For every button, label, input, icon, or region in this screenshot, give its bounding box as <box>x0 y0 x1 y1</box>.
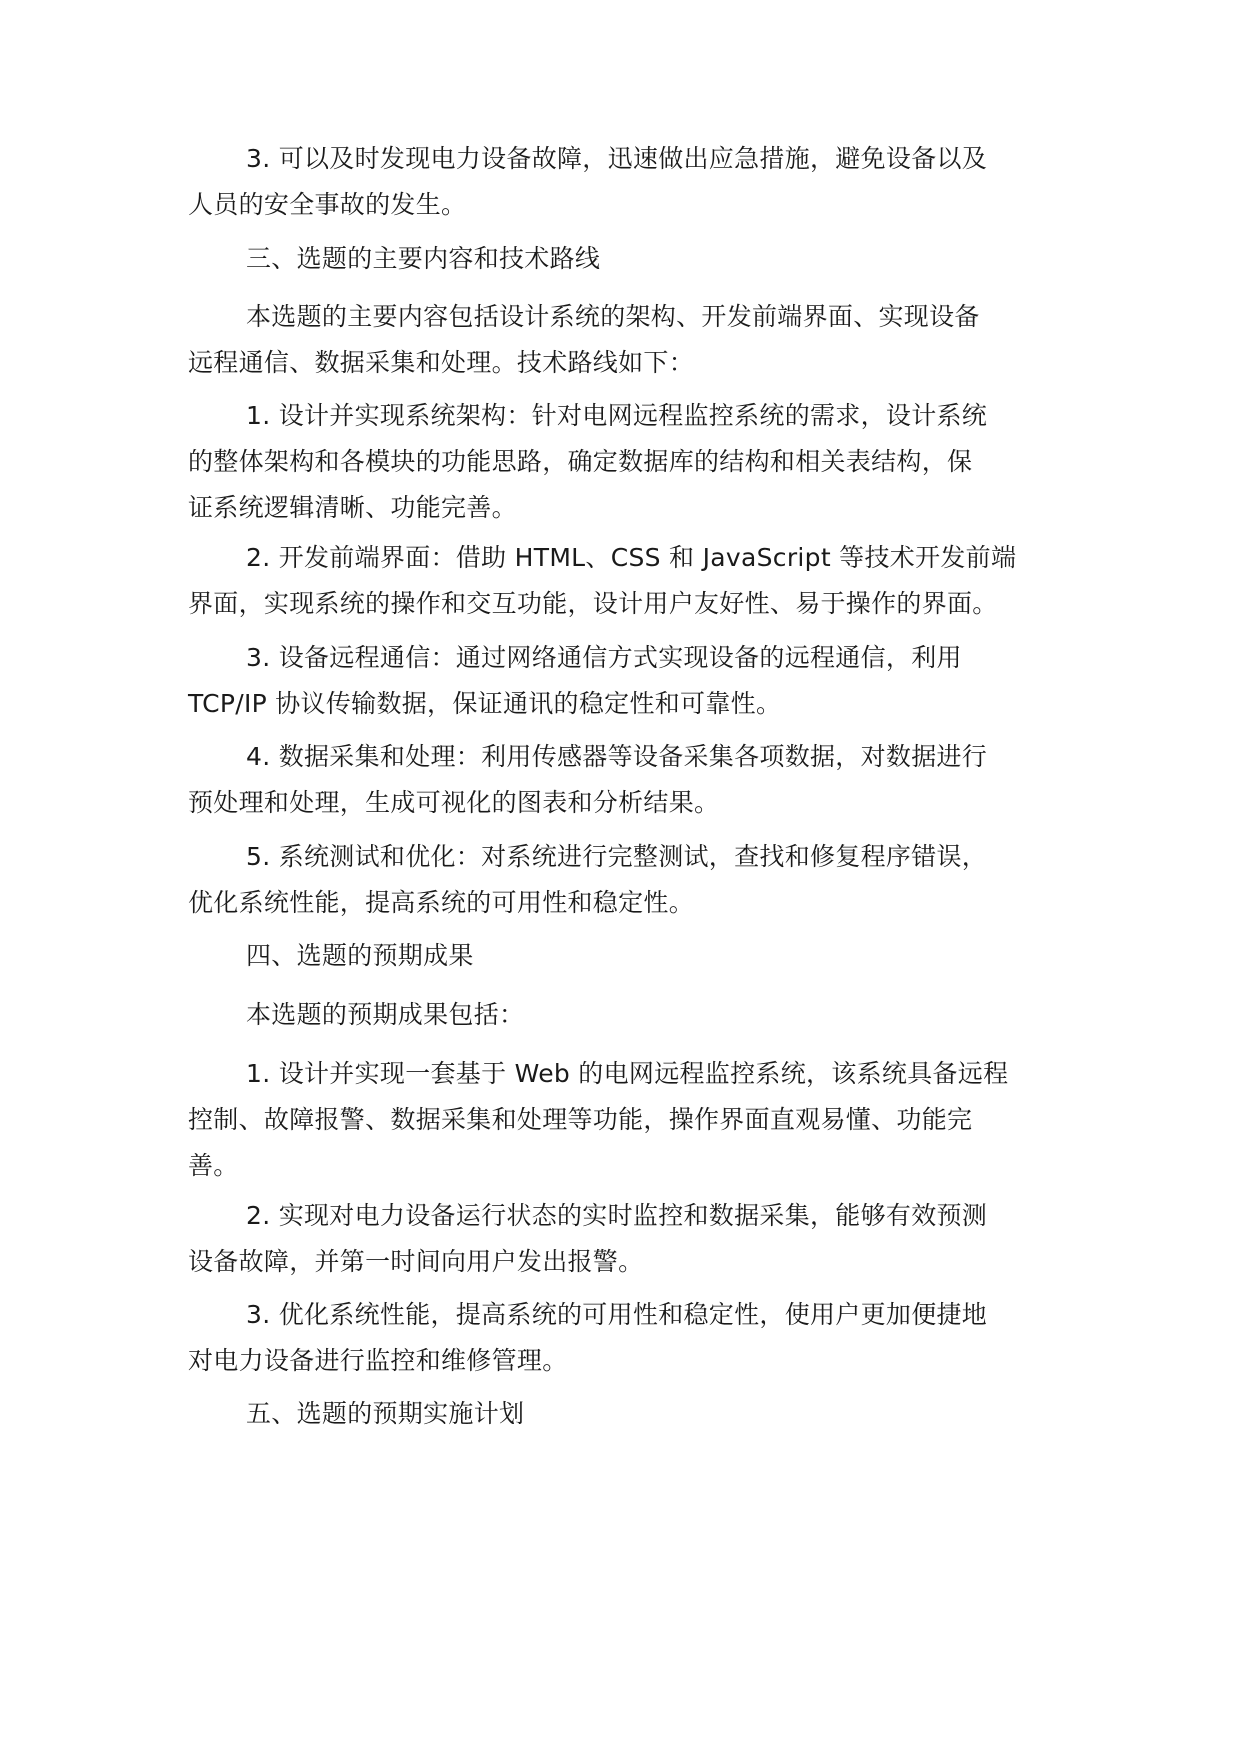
paragraph-results-intro <box>188 992 1068 1038</box>
text-line: 的整体架构和各模块的功能思路，确定数据库的结构和相关表结构，保 <box>188 447 973 476</box>
section-heading-3 <box>188 236 1068 282</box>
paragraph-route-3 <box>188 635 1068 727</box>
text-line: 预处理和处理，生成可视化的图表和分析结果。 <box>188 788 720 817</box>
text-line: 4. 数据采集和处理：利用传感器等设备采集各项数据，对数据进行 <box>246 742 988 771</box>
text-line: 5. 系统测试和优化：对系统进行完整测试，查找和修复程序错误， <box>246 842 988 871</box>
paragraph-result-3 <box>188 1292 1068 1384</box>
section-heading-5 <box>188 1391 1068 1437</box>
paragraph-route-5 <box>188 834 1068 926</box>
text-line: TCP/IP 协议传输数据，保证通讯的稳定性和可靠性。 <box>188 689 782 718</box>
text-line: 优化系统性能，提高系统的可用性和稳定性。 <box>188 888 695 917</box>
text-line: 善。 <box>188 1151 239 1180</box>
paragraph-intro-content <box>188 294 1068 386</box>
text-line: 证系统逻辑清晰、功能完善。 <box>188 493 517 522</box>
paragraph-route-2 <box>188 535 1068 627</box>
paragraph-route-1 <box>188 393 1068 531</box>
text-line: 界面，实现系统的操作和交互功能，设计用户友好性、易于操作的界面。 <box>188 589 998 618</box>
text-line: 控制、故障报警、数据采集和处理等功能，操作界面直观易懂、功能完 <box>188 1105 973 1134</box>
text-line: 3. 设备远程通信：通过网络通信方式实现设备的远程通信，利用 <box>246 643 962 672</box>
text-line: 3. 可以及时发现电力设备故障，迅速做出应急措施，避免设备以及 <box>246 144 988 173</box>
text-line: 1. 设计并实现系统架构：针对电网远程监控系统的需求，设计系统 <box>246 401 988 430</box>
paragraph-result-1 <box>188 1051 1068 1189</box>
text-line: 设备故障，并第一时间向用户发出报警。 <box>188 1247 644 1276</box>
heading-text: 四、选题的预期成果 <box>246 941 474 970</box>
text-line: 1. 设计并实现一套基于 Web 的电网远程监控系统，该系统具备远程 <box>246 1059 1009 1088</box>
text-line: 2. 开发前端界面：借助 HTML、CSS 和 JavaScript 等技术开发前端 <box>246 543 1017 572</box>
text-line: 3. 优化系统性能，提高系统的可用性和稳定性，使用户更加便捷地 <box>246 1300 988 1329</box>
text-line: 2. 实现对电力设备运行状态的实时监控和数据采集，能够有效预测 <box>246 1201 988 1230</box>
text-line: 对电力设备进行监控和维修管理。 <box>188 1346 568 1375</box>
paragraph-item-3-fault <box>188 136 1068 228</box>
paragraph-route-4 <box>188 734 1068 826</box>
heading-text: 五、选题的预期实施计划 <box>246 1399 525 1428</box>
text-line: 本选题的主要内容包括设计系统的架构、开发前端界面、实现设备 <box>246 302 980 331</box>
text-line: 远程通信、数据采集和处理。技术路线如下： <box>188 348 695 377</box>
text-line: 本选题的预期成果包括： <box>246 1000 525 1029</box>
section-heading-4 <box>188 933 1068 979</box>
paragraph-result-2 <box>188 1193 1068 1285</box>
heading-text: 三、选题的主要内容和技术路线 <box>246 244 601 273</box>
text-line: 人员的安全事故的发生。 <box>188 190 467 219</box>
